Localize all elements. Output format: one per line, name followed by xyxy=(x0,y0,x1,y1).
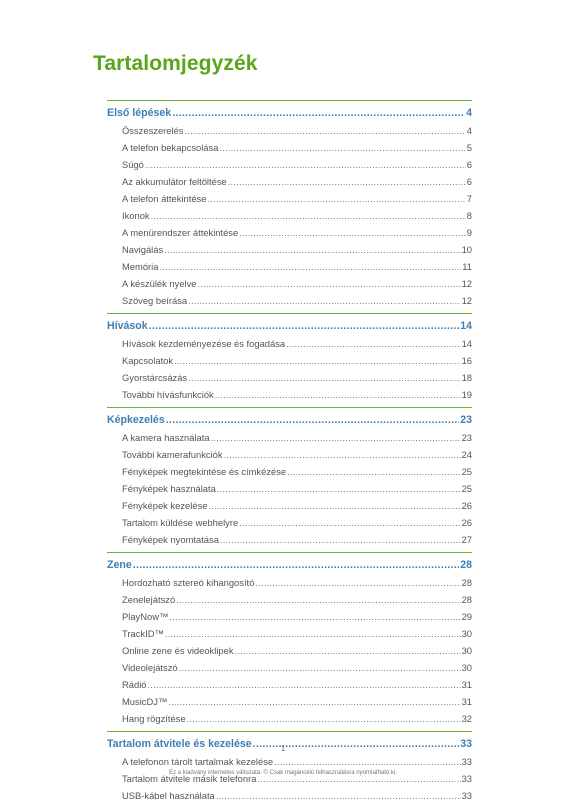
toc-entry[interactable] xyxy=(107,531,472,548)
toc-entry-label: Fényképek kezelése xyxy=(122,500,208,511)
toc-entry-page-number: 33 xyxy=(461,790,472,801)
toc-entry-label: Online zene és videoklipek xyxy=(122,645,234,656)
toc-entry-label: Ikonok xyxy=(122,210,150,221)
toc-entry[interactable] xyxy=(107,480,472,497)
dot-leader xyxy=(168,693,460,710)
toc-entry-page-number: 28 xyxy=(461,594,472,605)
toc-entry-label: Összeszerelés xyxy=(122,125,184,136)
toc-section xyxy=(107,731,472,804)
toc-chapter[interactable] xyxy=(107,104,472,122)
toc-entry[interactable] xyxy=(107,446,472,463)
toc-section xyxy=(107,100,472,309)
toc-entry[interactable] xyxy=(107,591,472,608)
toc-entry[interactable] xyxy=(107,173,472,190)
toc-entry[interactable] xyxy=(107,463,472,480)
toc-chapter-page-number: 28 xyxy=(460,559,472,571)
toc-chapter-page-number: 23 xyxy=(460,414,472,426)
toc-entry-page-number: 8 xyxy=(466,210,472,221)
dot-leader xyxy=(239,224,466,241)
toc-entry[interactable] xyxy=(107,139,472,156)
toc-entry-page-number: 29 xyxy=(461,611,472,622)
toc-entry[interactable] xyxy=(107,676,472,693)
toc-chapter-page-number: 14 xyxy=(460,320,472,332)
dot-leader xyxy=(207,190,465,207)
table-of-contents xyxy=(107,100,472,808)
toc-entry-page-number: 19 xyxy=(461,389,472,400)
toc-entry[interactable] xyxy=(107,241,472,258)
toc-entry-label: A telefonon tárolt tartalmak kezelése xyxy=(122,756,274,767)
toc-entry-page-number: 28 xyxy=(461,577,472,588)
toc-chapter-label: Zene xyxy=(107,559,132,571)
toc-entry-page-number: 31 xyxy=(461,696,472,707)
toc-chapter[interactable] xyxy=(107,317,472,335)
toc-entry-label: Súgó xyxy=(122,159,144,170)
toc-entry-page-number: 27 xyxy=(461,534,472,545)
dot-leader xyxy=(149,317,460,335)
toc-entry-label: Hívások kezdeményezése és fogadása xyxy=(122,338,286,349)
toc-entry[interactable] xyxy=(107,292,472,309)
toc-entry-page-number: 16 xyxy=(461,355,472,366)
toc-entry-page-number: 7 xyxy=(466,193,472,204)
dot-leader xyxy=(164,241,460,258)
toc-entry-page-number: 12 xyxy=(461,295,472,306)
dot-leader xyxy=(165,625,461,642)
toc-entry[interactable] xyxy=(107,608,472,625)
dot-leader xyxy=(145,156,466,173)
toc-entry-page-number: 30 xyxy=(461,662,472,673)
toc-entry[interactable] xyxy=(107,207,472,224)
dot-leader xyxy=(198,275,461,292)
dot-leader xyxy=(174,352,460,369)
toc-chapter-label: Képkezelés xyxy=(107,414,165,426)
toc-entry[interactable] xyxy=(107,659,472,676)
toc-entry-page-number: 5 xyxy=(466,142,472,153)
dot-leader xyxy=(179,659,461,676)
toc-entry[interactable] xyxy=(107,514,472,531)
dot-leader xyxy=(215,386,461,403)
toc-entry-label: Memória xyxy=(122,261,159,272)
toc-entry[interactable] xyxy=(107,369,472,386)
toc-entry[interactable] xyxy=(107,122,472,139)
toc-entry-page-number: 25 xyxy=(461,483,472,494)
toc-entry[interactable] xyxy=(107,352,472,369)
toc-entry[interactable] xyxy=(107,693,472,710)
toc-entry-page-number: 30 xyxy=(461,645,472,656)
dot-leader xyxy=(148,676,461,693)
dot-leader xyxy=(187,710,461,727)
toc-section xyxy=(107,552,472,727)
toc-entry-page-number: 31 xyxy=(461,679,472,690)
toc-entry-page-number: 33 xyxy=(461,756,472,767)
toc-entry[interactable] xyxy=(107,710,472,727)
toc-entry-label: Fényképek használata xyxy=(122,483,216,494)
toc-entry-page-number: 9 xyxy=(466,227,472,238)
toc-entry[interactable] xyxy=(107,190,472,207)
toc-entry-page-number: 30 xyxy=(461,628,472,639)
footer-note: Ez a kiadvány internetes változata. © Csak magáncélú felhasználásra nyomtatható ki. xyxy=(169,770,397,776)
toc-entry-page-number: 6 xyxy=(466,159,472,170)
toc-entry-label: Tartalom küldése webhelyre xyxy=(122,517,239,528)
dot-leader xyxy=(235,642,461,659)
dot-leader xyxy=(208,497,460,514)
dot-leader xyxy=(188,369,460,386)
toc-entry[interactable] xyxy=(107,275,472,292)
toc-entry-label: Hang rögzítése xyxy=(122,713,186,724)
dot-leader xyxy=(166,411,459,429)
dot-leader xyxy=(274,753,460,770)
page-number: 1 xyxy=(280,744,286,753)
toc-entry-label: Kapcsolatok xyxy=(122,355,174,366)
toc-entry-label: MusicDJ™ xyxy=(122,696,168,707)
toc-entry-label: A készülék nyelve xyxy=(122,278,197,289)
toc-entry-page-number: 25 xyxy=(461,466,472,477)
dot-leader xyxy=(219,139,465,156)
toc-chapter[interactable] xyxy=(107,556,472,574)
toc-entry-label: Gyorstárcsázás xyxy=(122,372,188,383)
toc-chapter-label: Hívások xyxy=(107,320,148,332)
toc-chapter-label: Első lépések xyxy=(107,107,172,119)
toc-entry[interactable] xyxy=(107,156,472,173)
dot-leader xyxy=(217,480,461,497)
dot-leader xyxy=(287,463,460,480)
toc-section xyxy=(107,407,472,548)
dot-leader xyxy=(216,787,461,804)
toc-entry-page-number: 12 xyxy=(461,278,472,289)
toc-chapter[interactable] xyxy=(107,411,472,429)
dot-leader xyxy=(133,556,459,574)
toc-entry-label: Hordozható sztereó kihangosító xyxy=(122,577,255,588)
toc-entry[interactable] xyxy=(107,787,472,804)
toc-entry-page-number: 32 xyxy=(461,713,472,724)
toc-entry-label: Zenelejátszó xyxy=(122,594,176,605)
dot-leader xyxy=(169,608,460,625)
toc-entry[interactable] xyxy=(107,642,472,659)
toc-entry-page-number: 26 xyxy=(461,517,472,528)
toc-entry-label: Rádió xyxy=(122,679,147,690)
toc-entry-page-number: 14 xyxy=(461,338,472,349)
toc-entry-page-number: 24 xyxy=(461,449,472,460)
toc-entry-label: Az akkumulátor feltöltése xyxy=(122,176,227,187)
toc-chapter-label: Tartalom átvitele és kezelése xyxy=(107,738,252,750)
dot-leader xyxy=(184,122,465,139)
toc-entry[interactable] xyxy=(107,335,472,352)
toc-entry-label: A kamera használata xyxy=(122,432,210,443)
toc-entry-label: További hívásfunkciók xyxy=(122,389,214,400)
toc-entry-label: A menürendszer áttekintése xyxy=(122,227,239,238)
dot-leader xyxy=(151,207,466,224)
toc-entry[interactable] xyxy=(107,429,472,446)
toc-entry[interactable] xyxy=(107,753,472,770)
toc-chapter-page-number: 33 xyxy=(460,738,472,750)
toc-entry[interactable] xyxy=(107,224,472,241)
toc-entry-label: Videolejátszó xyxy=(122,662,178,673)
toc-entry-page-number: 23 xyxy=(461,432,472,443)
dot-leader xyxy=(228,173,466,190)
toc-entry-label: A telefon bekapcsolása xyxy=(122,142,219,153)
toc-entry-label: Fényképek megtekintése és címkézése xyxy=(122,466,287,477)
dot-leader xyxy=(220,531,461,548)
page-title: Tartalomjegyzék xyxy=(93,52,258,75)
toc-entry-label: További kamerafunkciók xyxy=(122,449,223,460)
toc-entry[interactable] xyxy=(107,625,472,642)
toc-entry-page-number: 26 xyxy=(461,500,472,511)
toc-entry-page-number: 18 xyxy=(461,372,472,383)
toc-entry-page-number: 6 xyxy=(466,176,472,187)
dot-leader xyxy=(224,446,461,463)
toc-entry-label: Tartalom átvitele másik telefonra xyxy=(122,773,257,784)
dot-leader xyxy=(159,258,461,275)
toc-entry-label: PlayNow™ xyxy=(122,611,169,622)
dot-leader xyxy=(188,292,460,309)
toc-entry[interactable] xyxy=(107,574,472,591)
dot-leader xyxy=(255,574,460,591)
toc-section xyxy=(107,313,472,403)
dot-leader xyxy=(176,591,460,608)
toc-entry-page-number: 33 xyxy=(461,773,472,784)
dot-leader xyxy=(211,429,461,446)
toc-entry-page-number: 4 xyxy=(466,125,472,136)
toc-entry[interactable] xyxy=(107,258,472,275)
toc-chapter-page-number: 4 xyxy=(466,107,472,119)
dot-leader xyxy=(172,104,465,122)
toc-entry-label: A telefon áttekintése xyxy=(122,193,207,204)
toc-entry-label: USB-kábel használata xyxy=(122,790,215,801)
toc-entry-label: Fényképek nyomtatása xyxy=(122,534,219,545)
toc-entry[interactable] xyxy=(107,386,472,403)
toc-entry-label: Szöveg beírása xyxy=(122,295,188,306)
dot-leader xyxy=(286,335,460,352)
toc-entry[interactable] xyxy=(107,497,472,514)
toc-entry-label: Navigálás xyxy=(122,244,164,255)
dot-leader xyxy=(239,514,460,531)
toc-entry-label: TrackID™ xyxy=(122,628,164,639)
toc-entry-page-number: 11 xyxy=(462,261,472,272)
toc-entry-page-number: 10 xyxy=(461,244,472,255)
